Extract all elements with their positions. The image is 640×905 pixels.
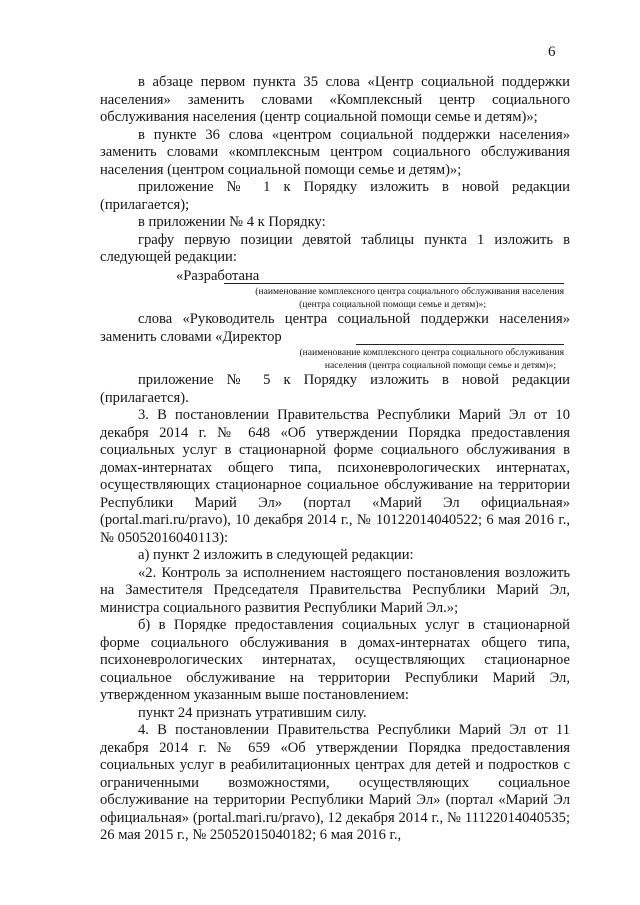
razrabotana-caption-1: (наименование комплексного центра социального обслуживания населения — [255, 286, 564, 297]
paragraph-clause-35: в абзаце первом пункта 35 слова «Центр социальной поддержки населения» заменить словами «Комплексный центр социального обслуживания населения (центр социальной помощи семье и детям)»; — [100, 74, 570, 125]
director-words-text: слова «Руководитель центра социальной поддержки населения» заменить словами «Директор — [100, 311, 570, 345]
razrabotana-fill-row — [100, 268, 570, 286]
director-fill-row — [100, 329, 570, 347]
fill-in-line — [224, 283, 564, 284]
paragraph-clause-36: в пункте 36 слова «центром социальной поддержки населения» заменить словами «комплексным центром социального обслуживания населения (центром социальной помощи семье и детям)»; — [100, 126, 570, 178]
paragraph-appendix-4: в приложении № 4 к Порядку: — [138, 214, 326, 230]
razrabotana-label: «Разработана — [176, 267, 260, 284]
paragraph-resolution-648: 3. В постановлении Правительства Республики Марий Эл от 10 декабря 2014 г. № 648 «Об утверждении Порядка предоставления социальных услуг в стационарной форме социального обслуживания в домах-интернатах общего типа, психоневрологических интернатах, осуществляющих стационарное социальное обслуживание на территории Республики Марий Эл» (портал «Марий Эл официальная» (portal.mari.ru/pravo), 10 декабря 2014 г., № 10122014040522; 6 мая 2016 г., № 05052016040113): — [100, 407, 570, 546]
paragraph-table-column: графу первую позиции девятой таблицы пункта 1 изложить в следующей редакции: — [100, 231, 570, 265]
paragraph-appendix-1: приложение № 1 к Порядку изложить в новой редакции (прилагается); — [100, 179, 570, 213]
document-body — [100, 74, 570, 845]
paragraph-resolution-659: 4. В постановлении Правительства Республики Марий Эл от 11 декабря 2014 г. № 659 «Об утверждении Порядка предоставления социальных услуг в реабилитационных центрах для детей и подростков с ограниченными возможностями, осуществляющих социальное обслуживание на территории Республики Марий Эл» (портал «Марий Эл официальная» (portal.mari.ru/pravo), 12 декабря 2014 г., № 11122014040535; 26 мая 2015 г., № 25052015040182; 6 мая 2016 г., — [100, 722, 570, 843]
director-caption-2: населения (центра социальной помощи семье и детям)»; — [324, 359, 556, 371]
paragraph-clause-24: пункт 24 признать утратившим силу. — [138, 704, 367, 721]
paragraph-item-a: а) пункт 2 изложить в следующей редакции: — [138, 547, 414, 563]
paragraph-item-b: б) в Порядке предоставления социальных услуг в стационарной форме социального обслуживания в домах-интернатах общего типа, психоневрологических интернатах, осуществляющих стационарное социальное обслуживание на территории Республики Марий Эл, утвержденном указанным выше постановлением: — [100, 617, 570, 703]
page-number: 6 — [548, 44, 556, 60]
director-caption-1: (наименование комплексного центра социального обслуживания — [299, 347, 564, 358]
fill-in-line — [356, 344, 564, 345]
paragraph-appendix-5: приложение № 5 к Порядку изложить в новой редакции (прилагается). — [100, 372, 570, 406]
razrabotana-caption-2: (центра социальной помощи семье и детям)»; — [299, 298, 486, 310]
paragraph-control-clause: «2. Контроль за исполнением настоящего постановления возложить на Заместителя Председателя Правительства Республики Марий Эл, министра социального развития Республики Марий Эл.»; — [100, 564, 570, 616]
